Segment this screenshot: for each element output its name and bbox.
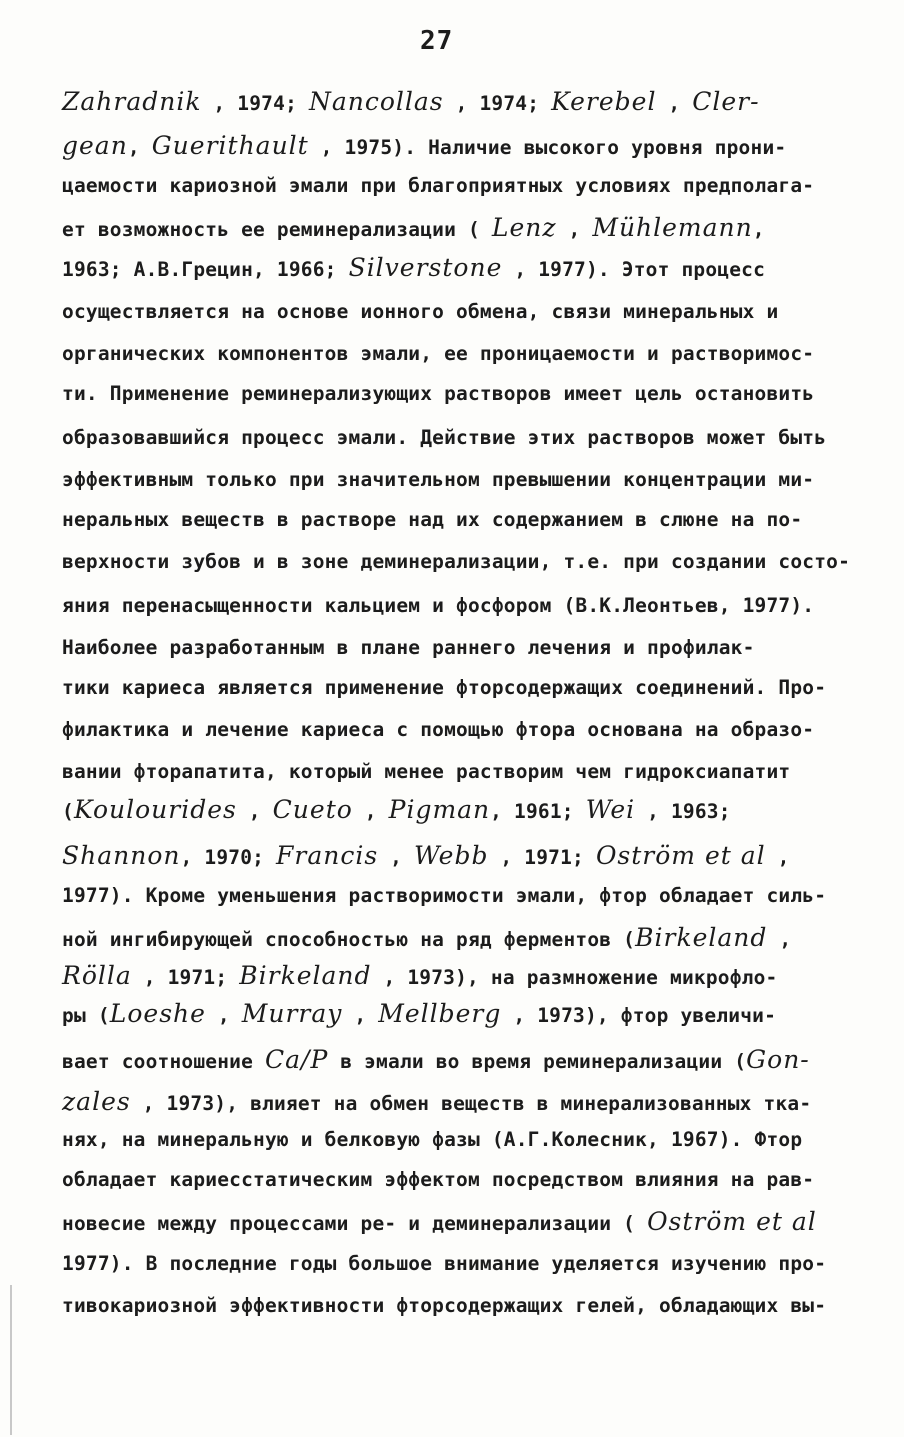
handwritten-citation: Zahradnik: [62, 87, 202, 116]
handwritten-citation: Cler-: [692, 87, 760, 116]
typed-text: , 1963;: [635, 800, 731, 823]
text-line: [62, 88, 760, 118]
handwritten-citation: Kerebel: [551, 87, 657, 116]
typed-text: , 1961;: [490, 800, 586, 823]
typed-text: ,: [205, 1004, 242, 1027]
typed-text: обладает кариесстатическим эффектом посредством влияния на рав-: [62, 1168, 815, 1191]
text-line: [62, 340, 814, 368]
typed-text: , 1973), влияет на обмен веществ в минерализованных тка-: [130, 1092, 812, 1115]
text-line: [62, 424, 826, 452]
typed-text: ,: [656, 92, 693, 115]
typed-text: ,: [342, 1004, 379, 1027]
handwritten-citation: Cueto: [272, 795, 353, 824]
typed-text: ,: [236, 800, 273, 823]
handwritten-citation: Loeshe: [109, 999, 206, 1028]
text-line: [62, 172, 814, 200]
typed-text: новесие между процессами ре- и деминерализации (: [62, 1212, 648, 1235]
typed-text: ,: [127, 136, 152, 159]
typed-text: осуществляется на основе ионного обмена, связи минеральных и: [62, 300, 779, 323]
handwritten-citation: Pigman: [388, 795, 491, 824]
typed-text: , 1973), на размножение микрофло-: [371, 966, 778, 989]
text-line: [62, 962, 778, 992]
handwritten-citation: gean: [62, 131, 128, 160]
typed-text: тики кариеса является применение фторсодержащих соединений. Про-: [62, 676, 827, 699]
typed-text: эффективным только при значительном превышении концентрации ми-: [62, 468, 815, 491]
typed-text: Наиболее разработанным в плане раннего лечения и профилак-: [62, 636, 755, 659]
typed-text: тивокариозной эффективности фторсодержащих гелей, обладающих вы-: [62, 1294, 827, 1317]
text-line: [62, 1126, 802, 1154]
handwritten-citation: Guerithault: [151, 131, 309, 160]
typed-text: образовавшийся процесс эмали. Действие этих растворов может быть: [62, 426, 827, 449]
handwritten-citation: Oström et al: [647, 1207, 817, 1236]
typed-text: , 1977). Этот процесс: [502, 258, 766, 281]
text-line: [62, 298, 778, 326]
typed-text: в эмали во время реминерализации (: [328, 1050, 747, 1073]
text-line: [62, 466, 814, 494]
typed-text: ,: [378, 846, 414, 869]
handwritten-citation: Birkeland: [635, 923, 768, 952]
typed-text: ,: [556, 218, 593, 241]
text-line: [62, 214, 765, 244]
handwritten-citation: Rölla: [62, 961, 132, 990]
typed-text: , 1974;: [201, 92, 309, 115]
typed-text: , 1975). Наличие высокого уровня прони-: [308, 136, 787, 159]
text-line: [62, 634, 755, 662]
typed-text: ,: [765, 846, 790, 869]
typed-text: цаемости кариозной эмали при благоприятных условиях предполага-: [62, 174, 815, 197]
text-line: [62, 1166, 814, 1194]
text-line: [62, 1000, 776, 1030]
typed-text: , 1974;: [443, 92, 552, 115]
handwritten-citation: Birkeland: [239, 961, 372, 990]
handwritten-citation: Gon-: [746, 1045, 810, 1074]
typed-text: ,: [352, 800, 389, 823]
handwritten-citation: Murray: [241, 999, 343, 1028]
handwritten-citation: Oström et al: [595, 841, 766, 870]
handwritten-citation: Wei: [585, 795, 636, 824]
typed-text: ет возможность ее реминерализации (: [62, 218, 492, 241]
typed-text: органических компонентов эмали, ее проницаемости и растворимос-: [62, 342, 815, 365]
text-line: [62, 132, 786, 162]
handwritten-citation: zales: [62, 1087, 131, 1116]
typed-text: , 1970;: [180, 846, 277, 869]
typed-text: верхности зубов и в зоне деминерализации, т.е. при создании состо-: [62, 550, 851, 573]
text-line: [62, 924, 791, 954]
typed-text: нях, на минеральную и белковую фазы (А.Г.Колесник, 1967). Фтор: [62, 1128, 803, 1151]
typed-text: ной ингибирующей способностью на ряд ферментов (: [62, 928, 636, 951]
margin-rule: [10, 1285, 12, 1435]
page-number: 27: [420, 26, 454, 56]
handwritten-citation: Koulourides: [73, 795, 237, 824]
text-line: [62, 254, 765, 284]
text-line: [62, 506, 802, 534]
typed-text: вает соотношение: [62, 1050, 265, 1073]
typed-text: 1977). Кроме уменьшения растворимости эмали, фтор обладает силь-: [62, 884, 827, 907]
typed-text: 1963; А.В.Грецин, 1966;: [62, 258, 349, 281]
typed-text: ти. Применение реминерализующих растворов имеет цель остановить: [62, 382, 815, 405]
text-line: [62, 796, 731, 826]
text-line: [62, 1208, 817, 1238]
typed-text: ,: [752, 218, 765, 241]
handwritten-citation: Francis: [276, 841, 379, 870]
text-line: [62, 548, 850, 576]
typed-text: ры (: [62, 1004, 110, 1027]
text-line: [62, 882, 826, 910]
text-line: [62, 380, 814, 408]
handwritten-citation: Nancollas: [308, 87, 444, 116]
handwritten-citation: Silverstone: [348, 253, 503, 282]
text-line: [62, 674, 826, 702]
text-line: [62, 1088, 811, 1118]
typed-text: вании фторапатита, который менее растворим чем гидроксиапатит: [62, 760, 791, 783]
handwritten-citation: Lenz: [491, 213, 557, 242]
typed-text: филактика и лечение кариеса с помощью фтора основана на образо-: [62, 718, 815, 741]
typed-text: неральных веществ в растворе над их содержанием в слюне на по-: [62, 508, 803, 531]
handwritten-citation: Webb: [414, 841, 489, 870]
text-line: [62, 842, 790, 872]
typed-text: , 1971;: [488, 846, 596, 869]
typed-text: , 1971;: [131, 966, 240, 989]
text-line: [62, 1046, 810, 1076]
text-line: [62, 1250, 826, 1278]
handwritten-citation: Mellberg: [378, 999, 502, 1028]
handwritten-citation: Ca/P: [264, 1045, 329, 1074]
handwritten-citation: Mühlemann: [592, 213, 753, 242]
text-line: [62, 716, 814, 744]
typed-text: (: [62, 800, 74, 823]
handwritten-citation: Shannon: [62, 841, 181, 870]
text-line: [62, 592, 814, 620]
typed-text: , 1973), фтор увеличи-: [501, 1004, 777, 1027]
typed-text: ,: [767, 928, 792, 951]
typed-text: яния перенасыщенности кальцием и фосфором (В.К.Леонтьев, 1977).: [62, 594, 815, 617]
text-line: [62, 758, 790, 786]
typed-text: 1977). В последние годы большое внимание уделяется изучению про-: [62, 1252, 827, 1275]
text-line: [62, 1292, 826, 1320]
